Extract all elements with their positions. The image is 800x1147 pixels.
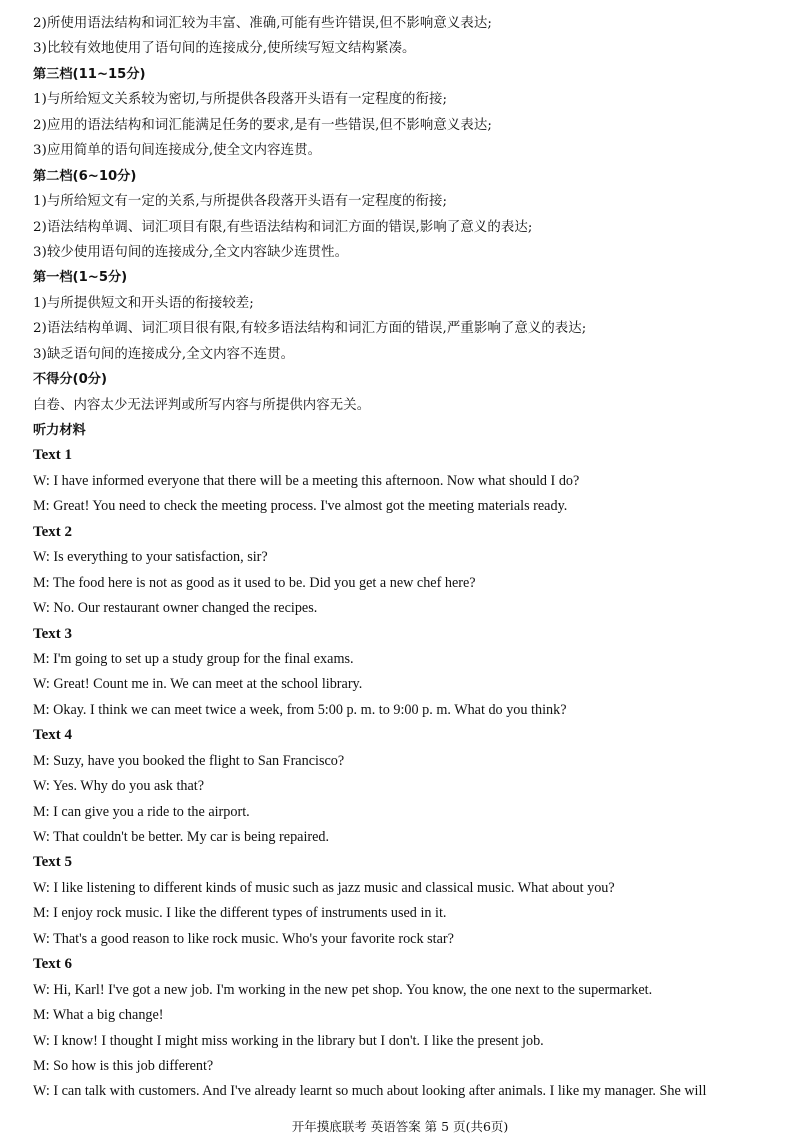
text1-line-2: M: Great! You need to check the meeting process. I've almost got the meeting materials ready. bbox=[33, 498, 568, 515]
grade2-item-2: 2)语法结构单调、词汇项目有限,有些语法结构和词汇方面的错误,影响了意义的表达; bbox=[33, 219, 533, 235]
text2-line-2: M: The food here is not as good as it used to be. Did you get a new chef here? bbox=[33, 574, 476, 591]
grade0-title: 不得分(0分) bbox=[33, 372, 107, 388]
listening-title: 听力材料 bbox=[33, 423, 86, 438]
text6-line-3: W: I know! I thought I might miss working in the library but I don't. I like the present job. bbox=[33, 1032, 544, 1049]
text4-title: Text 4 bbox=[33, 727, 73, 744]
grade3-item-2: 2)应用的语法结构和词汇能满足任务的要求,是有一些错误,但不影响意义表达; bbox=[33, 117, 492, 133]
grade3-item-1: 1)与所给短文关系较为密切,与所提供各段落开头语有一定程度的衔接; bbox=[33, 92, 448, 108]
grade2-item-3: 3)较少使用语句间的连接成分,全文内容缺少连贯性。 bbox=[33, 244, 349, 260]
grade1-item-2: 2)语法结构单调、词汇项目很有限,有较多语法结构和词汇方面的错误,严重影响了意义的表达; bbox=[33, 321, 587, 337]
text6-line-4: M: So how is this job different? bbox=[33, 1057, 214, 1074]
page-footer: 开年摸底联考 英语答案 第 5 页(共6页) bbox=[291, 1119, 509, 1134]
text2-line-3: W: No. Our restaurant owner changed the recipes. bbox=[33, 600, 318, 617]
grade3-item-3: 3)应用简单的语句间连接成分,使全文内容连贯。 bbox=[33, 143, 322, 159]
text3-line-1: M: I'm going to set up a study group for the final exams. bbox=[33, 650, 354, 667]
text5-title: Text 5 bbox=[33, 854, 73, 871]
text2-title: Text 2 bbox=[33, 523, 73, 540]
text3-title: Text 3 bbox=[33, 625, 73, 642]
grade0-text: 白卷、内容太少无法评判或所写内容与所提供内容无关。 bbox=[33, 397, 371, 413]
text1-line-1: W: I have informed everyone that there will be a meeting this afternoon. Now what should I do? bbox=[33, 472, 580, 489]
grade3-title: 第三档(11~15分) bbox=[33, 66, 146, 82]
text5-line-3: W: That's a good reason to like rock music. Who's your favorite rock star? bbox=[33, 930, 454, 947]
text1-title: Text 1 bbox=[33, 447, 73, 464]
text4-line-3: M: I can give you a ride to the airport. bbox=[33, 803, 250, 820]
text2-line-1: W: Is everything to your satisfaction, sir? bbox=[33, 549, 268, 566]
grade2-item-1: 1)与所给短文有一定的关系,与所提供各段落开头语有一定程度的衔接; bbox=[33, 194, 448, 210]
text4-line-2: W: Yes. Why do you ask that? bbox=[33, 778, 205, 795]
intro-item-2: 2)所使用语法结构和词汇较为丰富、准确,可能有些许错误,但不影响意义表达; bbox=[33, 16, 492, 31]
text5-line-2: M: I enjoy rock music. I like the different types of instruments used in it. bbox=[33, 905, 447, 922]
intro-item-3: 3)比较有效地使用了语句间的连接成分,使所续写短文结构紧凑。 bbox=[33, 41, 416, 57]
text6-title: Text 6 bbox=[33, 956, 73, 973]
text4-line-1: M: Suzy, have you booked the flight to San Francisco? bbox=[33, 752, 345, 769]
text5-line-1: W: I like listening to different kinds of music such as jazz music and classical music. What about you? bbox=[33, 879, 615, 896]
grade1-title: 第一档(1~5分) bbox=[33, 270, 128, 286]
text6-line-5: W: I can talk with customers. And I've already learnt so much about looking after animals. I like my manager. She will bbox=[33, 1083, 707, 1100]
document-page bbox=[33, 11, 773, 1105]
grade2-title: 第二档(6~10分) bbox=[33, 168, 137, 184]
text4-line-4: W: That couldn't be better. My car is being repaired. bbox=[33, 829, 330, 845]
text6-line-2: M: What a big change! bbox=[33, 1007, 164, 1024]
grade1-item-3: 3)缺乏语句间的连接成分,全文内容不连贯。 bbox=[33, 346, 295, 362]
text6-line-1: W: Hi, Karl! I've got a new job. I'm working in the new pet shop. You know, the one next to the supermarket. bbox=[33, 981, 653, 998]
text3-line-2: W: Great! Count me in. We can meet at the school library. bbox=[33, 676, 363, 693]
grade1-item-1: 1)与所提供短文和开头语的衔接较差; bbox=[33, 295, 254, 311]
text3-line-3: M: Okay. I think we can meet twice a week, from 5:00 p. m. to 9:00 p. m. What do you think? bbox=[33, 701, 567, 718]
